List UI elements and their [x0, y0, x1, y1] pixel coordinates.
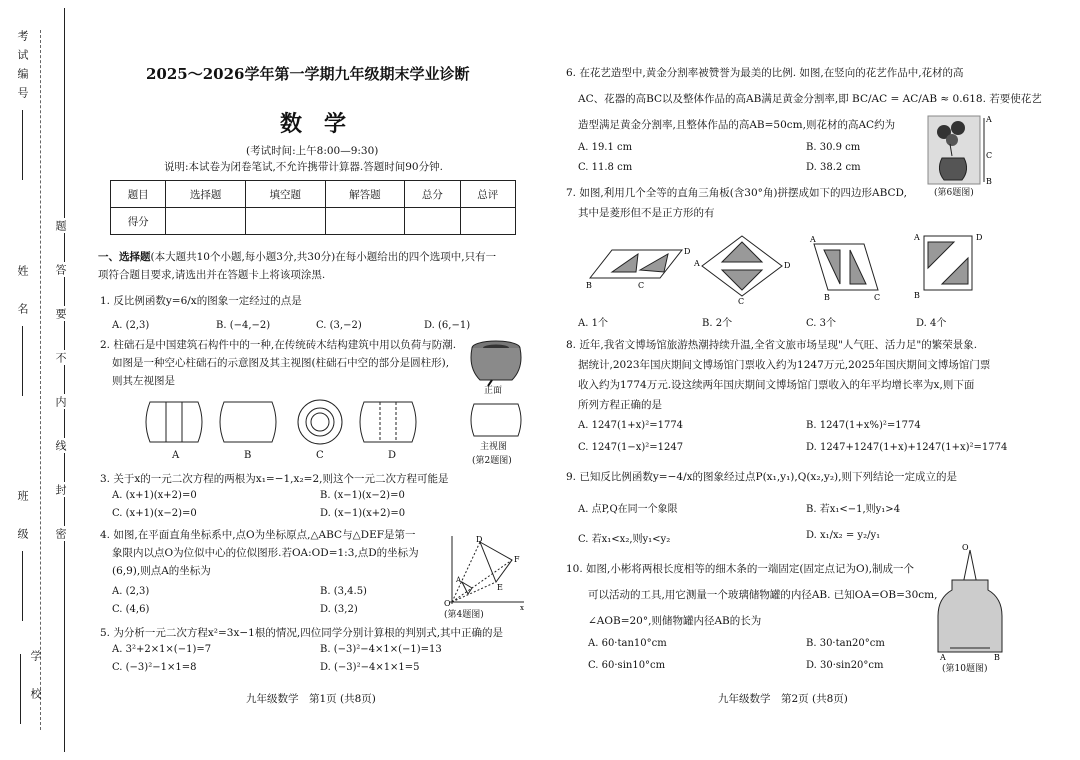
svg-text:D: D: [476, 535, 483, 544]
q7-figure-3: [809, 235, 880, 302]
q1-option-d[interactable]: D. (6,−1): [424, 320, 471, 331]
page-footer: 九年级数学 第2页 (共8页): [718, 693, 848, 705]
exam-time: (考试时间:上午8:00—9:30): [246, 145, 379, 157]
q8-line4: 所列方程正确的是: [578, 399, 662, 411]
svg-text:A: A: [456, 576, 462, 584]
q2-view-d: [360, 402, 416, 442]
q7-option-d[interactable]: D. 4个: [916, 318, 947, 329]
q2-option-views[interactable]: [142, 398, 422, 446]
svg-text:O: O: [962, 543, 969, 552]
q10-option-b[interactable]: B. 30·tan20°cm: [806, 638, 885, 649]
seal-char: 内: [54, 396, 67, 407]
q10-caption: (第10题图): [942, 664, 988, 674]
q4-option-c[interactable]: C. (4,6): [112, 604, 150, 615]
q2-view-c: [298, 400, 342, 444]
svg-text:B: B: [914, 291, 920, 300]
q6-flower-figure: [928, 114, 992, 186]
q2-view-b: [220, 402, 276, 442]
q6-option-c[interactable]: C. 11.8 cm: [578, 162, 633, 173]
q2-label-c[interactable]: C: [316, 450, 324, 461]
score-col-header: 填空题: [245, 181, 325, 208]
q2-caption: (第2题图): [472, 456, 512, 466]
score-col-header: 总分: [405, 181, 460, 208]
q8-line1: 8. 近年,我省文博场馆旅游热潮持续升温,全省文旅市场呈现"人气旺、活力足"的繁荣景象.: [566, 339, 978, 351]
q9-option-c[interactable]: C. 若x₁<x₂,则y₁<y₂: [578, 534, 671, 545]
q5-option-c[interactable]: C. (−3)²−1×1=8: [112, 662, 197, 673]
q7-quadrilateral-figures: [578, 232, 998, 304]
q10-line1: 10. 如图,小彬将两根长度相等的细木条的一端固定(固定点记为O),制成一个: [566, 563, 915, 575]
svg-text:A: A: [914, 233, 920, 242]
svg-text:x: x: [520, 604, 524, 612]
q2-main-view-label: 主视图: [480, 442, 508, 452]
svg-text:F: F: [514, 555, 520, 564]
q6-line2: AC、花器的高BC以及整体作品的高AB满足黄金分割率,即 BC/AC = AC/AB ≈ 0.618. 若要使花艺: [578, 93, 1042, 105]
svg-text:D: D: [784, 261, 791, 270]
name-field[interactable]: 姓 名: [14, 265, 30, 396]
score-table-header-row: [111, 181, 516, 208]
q7-option-b[interactable]: B. 2个: [702, 318, 733, 329]
q9-option-a[interactable]: A. 点P,Q在同一个象限: [578, 504, 678, 515]
svg-text:C: C: [738, 297, 745, 306]
seal-char: 线: [54, 440, 67, 451]
q7-figure-2: [693, 236, 790, 306]
svg-text:B: B: [824, 293, 830, 302]
q2-label-a[interactable]: A: [172, 450, 180, 461]
q8-option-d[interactable]: D. 1247+1247(1+x)+1247(1+x)²=1774: [806, 442, 1008, 453]
q10-option-d[interactable]: D. 30·sin20°cm: [806, 660, 884, 671]
q6-line3: 造型满足黄金分割率,且整体作品的高AB=50cm,则花材的高AC约为: [578, 119, 896, 131]
page-footer: 九年级数学 第1页 (共8页): [246, 693, 376, 705]
q2-view-a: [146, 402, 202, 442]
q10-option-c[interactable]: C. 60·sin10°cm: [588, 660, 666, 671]
seal-char: 要: [54, 308, 67, 319]
q2-label-b[interactable]: B: [244, 450, 252, 461]
seal-char: 答: [54, 264, 67, 275]
q9-stem: 9. 已知反比例函数y=−4/x的图象经过点P(x₁,y₁),Q(x₂,y₂),则下列结论一定成立的是: [566, 471, 957, 483]
q10-line3: ∠AOB=20°,则储物罐内径AB的长为: [588, 615, 762, 627]
q2-label-d[interactable]: D: [388, 450, 397, 461]
svg-text:D: D: [976, 233, 983, 242]
q10-line2: 可以活动的工具,用它测量一个玻璃储物罐的内径AB. 已知OA=OB=30cm,: [588, 589, 938, 601]
exam-title: 2025～2026学年第一学期九年级期末学业诊断: [146, 65, 470, 83]
q7-option-c[interactable]: C. 3个: [806, 318, 837, 329]
q6-option-d[interactable]: D. 38.2 cm: [806, 162, 861, 173]
q7-option-a[interactable]: A. 1个: [578, 318, 608, 329]
q7-line1: 7. 如图,利用几个全等的直角三角板(含30°角)拼摆成如下的四边形ABCD,: [566, 187, 907, 199]
q7-line2: 其中是菱形但不是正方形的有: [578, 207, 715, 219]
score-cell[interactable]: [325, 208, 405, 235]
q10-option-a[interactable]: A. 60·tan10°cm: [588, 638, 667, 649]
score-cell[interactable]: [460, 208, 515, 235]
seal-char: 不: [54, 352, 67, 363]
q5-stem: 5. 为分析一元二次方程x²=3x−1根的情况,四位同学分别计算根的判别式,其中正确的是: [100, 627, 504, 639]
score-cell[interactable]: [245, 208, 325, 235]
q1-option-a[interactable]: A. (2,3): [112, 320, 150, 331]
svg-text:O: O: [444, 599, 451, 608]
gutter-solid-line: [64, 8, 65, 752]
svg-text:C: C: [986, 151, 993, 160]
q2-front-label: 正面: [484, 386, 503, 396]
score-table: [110, 180, 516, 235]
svg-text:C: C: [638, 281, 645, 290]
score-table-row: [111, 208, 516, 235]
q10-jar-figure: [938, 540, 1008, 660]
q4-caption: (第4题图): [444, 610, 484, 620]
subject-title: 数 学: [280, 111, 347, 137]
exam-number-field[interactable]: 考试编号: [14, 30, 30, 180]
gutter-dashed-line: [40, 30, 41, 730]
q3-option-a[interactable]: A. (x+1)(x+2)=0: [112, 490, 197, 501]
q2-line1: 2. 柱础石是中国建筑石构件中的一种,在传统砖木结构建筑中用以负荷与防潮.: [100, 339, 457, 351]
q6-option-a[interactable]: A. 19.1 cm: [578, 142, 633, 153]
q5-option-d[interactable]: D. (−3)²−4×1×1=5: [320, 662, 420, 673]
seal-char: 题: [54, 220, 67, 231]
q3-option-d[interactable]: D. (x−1)(x+2)=0: [320, 508, 406, 519]
score-cell[interactable]: [405, 208, 460, 235]
q9-option-d[interactable]: D. x₁/x₂ = y₂/y₁: [806, 530, 881, 541]
q5-option-b[interactable]: B. (−3)²−4×1×(−1)=13: [320, 644, 442, 655]
q4-option-d[interactable]: D. (3,2): [320, 604, 358, 615]
score-col-header: 选择题: [166, 181, 246, 208]
q4-line2: 象限内以点O为位似中心的位似图形.若OA:OD=1:3,点D的坐标为: [112, 547, 419, 559]
q8-option-b[interactable]: B. 1247(1+x%)²=1774: [806, 420, 921, 431]
exam-notice: 说明:本试卷为闭卷笔试,不允许携带计算器.答题时间90分钟.: [164, 161, 443, 173]
school-field[interactable]: 学 校: [14, 650, 43, 760]
svg-text:A: A: [940, 653, 946, 662]
q8-option-a[interactable]: A. 1247(1+x)²=1774: [578, 420, 684, 431]
q8-option-c[interactable]: C. 1247(1−x)²=1247: [578, 442, 684, 453]
q1-option-c[interactable]: C. (3,−2): [316, 320, 362, 331]
svg-text:E: E: [497, 583, 503, 592]
section-desc: 项符合题目要求,请选出并在答题卡上将该项涂黑.: [98, 269, 326, 281]
q4-option-a[interactable]: A. (2,3): [112, 586, 150, 597]
svg-text:C: C: [874, 293, 881, 302]
q4-line1: 4. 如图,在平面直角坐标系中,点O为坐标原点,△ABC与△DEF是第一: [100, 529, 416, 541]
svg-text:A: A: [694, 259, 700, 268]
q2-line2: 如图是一种空心柱础石的示意图及其主视图(柱础石中空的部分是圆柱形),: [112, 357, 450, 369]
q4-coordinate-figure: [442, 534, 526, 612]
svg-text:A: A: [986, 115, 992, 124]
seal-char: 密: [54, 528, 67, 539]
q9-option-b[interactable]: B. 若x₁<−1,则y₁>4: [806, 504, 901, 515]
q2-line3: 则其左视图是: [112, 375, 175, 387]
q4-line3: (6,9),则点A的坐标为: [112, 565, 211, 577]
svg-text:B: B: [586, 281, 592, 290]
q1-stem: 1. 反比例函数y=6/x的图象一定经过的点是: [100, 295, 302, 307]
q6-option-b[interactable]: B. 30.9 cm: [806, 142, 861, 153]
q7-figure-1: [586, 247, 690, 290]
score-col-header: 解答题: [325, 181, 405, 208]
q1-option-b[interactable]: B. (−4,−2): [216, 320, 271, 331]
class-field[interactable]: 班 级: [14, 490, 30, 621]
q5-option-a[interactable]: A. 3²+2×1×(−1)=7: [112, 644, 212, 655]
score-col-header: 总评: [460, 181, 515, 208]
q3-option-c[interactable]: C. (x+1)(x−2)=0: [112, 508, 197, 519]
q8-line2: 据统计,2023年国庆期间文博场馆门票收入约为1247万元,2025年国庆期间文博场馆门票: [578, 359, 991, 371]
svg-text:A: A: [810, 235, 816, 244]
section-heading: 一、选择题(本大题共10个小题,每小题3分,共30分)在每小题给出的四个选项中,只有一: [98, 251, 497, 263]
svg-text:B: B: [986, 177, 992, 186]
score-col-header: 题目: [111, 181, 166, 208]
binding-gutter: [0, 0, 70, 760]
q6-caption: (第6题图): [934, 188, 974, 198]
q2-main-view: [468, 402, 524, 438]
seal-char: 封: [54, 484, 67, 495]
svg-text:B: B: [994, 653, 1000, 662]
score-row-label: 得分: [111, 208, 166, 235]
q3-stem: 3. 关于x的一元二次方程的两根为x₁=−1,x₂=2,则这个一元二次方程可能是: [100, 473, 449, 485]
q6-line1: 6. 在花艺造型中,黄金分割率被赞誉为最美的比例. 如图,在竖向的花艺作品中,花材的高: [566, 67, 964, 79]
score-cell[interactable]: [166, 208, 246, 235]
q8-line3: 收入约为1774万元.设这续两年国庆期间文博场馆门票收入的年平均增长率为x,则下面: [578, 379, 975, 391]
q7-figure-4: [913, 233, 982, 300]
q4-option-b[interactable]: B. (3,4.5): [320, 586, 367, 597]
svg-text:D: D: [684, 247, 691, 256]
q3-option-b[interactable]: B. (x−1)(x−2)=0: [320, 490, 405, 501]
